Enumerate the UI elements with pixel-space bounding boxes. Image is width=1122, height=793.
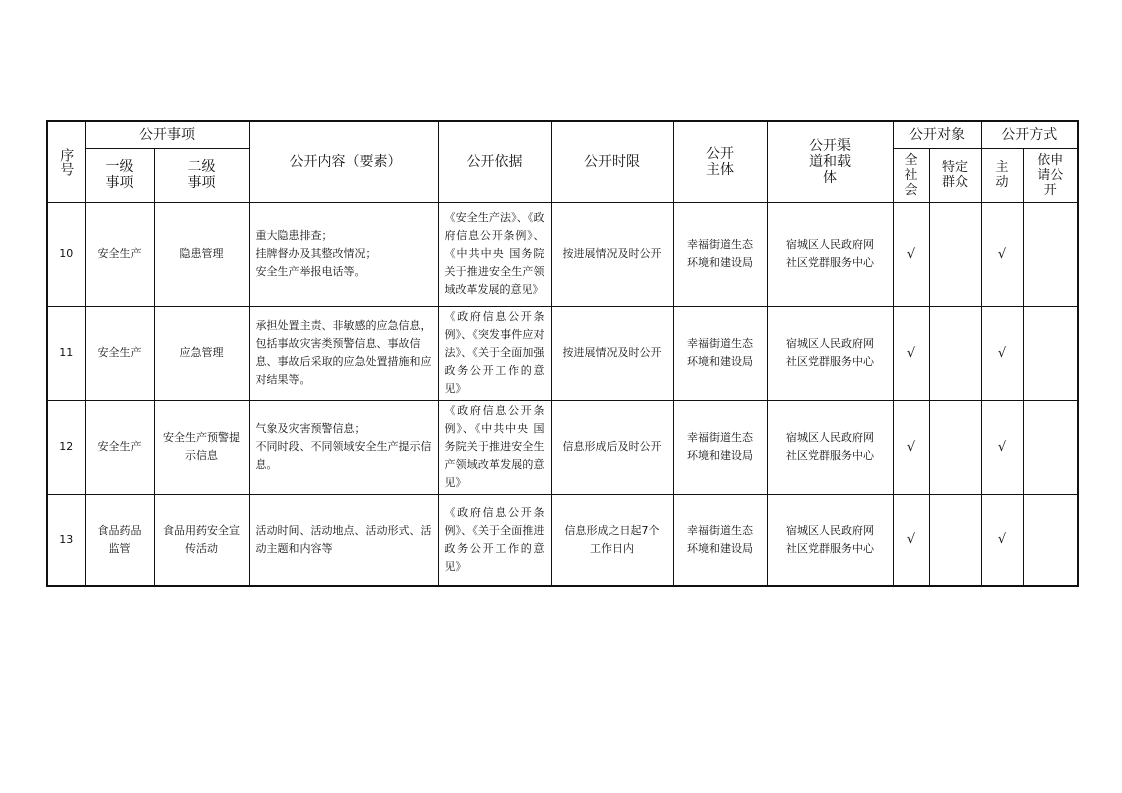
header-content: 公开内容（要素）	[249, 121, 438, 202]
row-target-specific-check	[929, 202, 981, 306]
row-level2: 食品用药安全宣传活动	[154, 494, 249, 586]
row-target-all-check: √	[893, 306, 929, 400]
row-subject: 幸福街道生态环境和建设局	[673, 400, 767, 494]
header-subject: 公开主体	[673, 121, 767, 202]
row-level2: 隐患管理	[154, 202, 249, 306]
row-time: 信息形成后及时公开	[551, 400, 673, 494]
header-level1: 一级事项	[85, 148, 154, 202]
table-row	[47, 400, 1078, 494]
row-seq: 12	[47, 400, 85, 494]
row-subject: 幸福街道生态环境和建设局	[673, 494, 767, 586]
row-channel: 宿城区人民政府网 社区党群服务中心	[767, 202, 893, 306]
row-method-apply-check	[1023, 400, 1078, 494]
header-basis: 公开依据	[438, 121, 551, 202]
table-row	[47, 306, 1078, 400]
row-level1: 食品药品监管	[85, 494, 154, 586]
row-basis: 《政府信息公开条例》、《中共中央 国务院关于推进安全生产领域改革发展的意见》	[438, 400, 551, 494]
row-target-all-check: √	[893, 202, 929, 306]
header-items-group: 公开事项	[85, 121, 249, 148]
row-channel: 宿城区人民政府网 社区党群服务中心	[767, 306, 893, 400]
row-basis: 《政府信息公开条例》、《突发事件应对法》、《关于全面加强政务公开工作的意见》	[438, 306, 551, 400]
disclosure-table	[46, 120, 1079, 587]
row-method-apply-check	[1023, 494, 1078, 586]
row-level2: 应急管理	[154, 306, 249, 400]
row-target-specific-check	[929, 306, 981, 400]
row-target-all-check: √	[893, 494, 929, 586]
header-method-group: 公开方式	[981, 121, 1078, 148]
row-time: 信息形成之日起7个工作日内	[551, 494, 673, 586]
row-method-active-check: √	[981, 202, 1023, 306]
row-method-active-check: √	[981, 494, 1023, 586]
table-row	[47, 202, 1078, 306]
row-time: 按进展情况及时公开	[551, 306, 673, 400]
row-target-specific-check	[929, 494, 981, 586]
row-content: 承担处置主责、非敏感的应急信息，包括事故灾害类预警信息、事故信息、事故后采取的应急处置措施和应对结果等。	[249, 306, 438, 400]
row-channel: 宿城区人民政府网 社区党群服务中心	[767, 494, 893, 586]
row-seq: 10	[47, 202, 85, 306]
header-target-all: 全社会	[893, 148, 929, 202]
row-seq: 11	[47, 306, 85, 400]
header-method-active: 主动	[981, 148, 1023, 202]
row-method-apply-check	[1023, 202, 1078, 306]
header-target-specific: 特定群众	[929, 148, 981, 202]
header-channel: 公开渠道和载体	[767, 121, 893, 202]
row-target-specific-check	[929, 400, 981, 494]
table-row	[47, 494, 1078, 586]
row-method-active-check: √	[981, 306, 1023, 400]
row-level2: 安全生产预警提示信息	[154, 400, 249, 494]
row-level1: 安全生产	[85, 400, 154, 494]
header-time: 公开时限	[551, 121, 673, 202]
row-time: 按进展情况及时公开	[551, 202, 673, 306]
row-channel: 宿城区人民政府网 社区党群服务中心	[767, 400, 893, 494]
row-subject: 幸福街道生态环境和建设局	[673, 202, 767, 306]
row-method-apply-check	[1023, 306, 1078, 400]
header-level2: 二级事项	[154, 148, 249, 202]
row-content: 重大隐患排查； 挂牌督办及其整改情况； 安全生产举报电话等。	[249, 202, 438, 306]
row-basis: 《安全生产法》、《政府信息公开条例》、《中共中央 国务院关于推进安全生产领域改革发展的意见》	[438, 202, 551, 306]
row-target-all-check: √	[893, 400, 929, 494]
header-seq: 序号	[47, 121, 85, 202]
row-level1: 安全生产	[85, 202, 154, 306]
header-method-apply: 依申请公开	[1023, 148, 1078, 202]
header-target-group: 公开对象	[893, 121, 981, 148]
row-basis: 《政府信息公开条例》、《关于全面推进政务公开工作的意见》	[438, 494, 551, 586]
row-content: 活动时间、活动地点、活动形式、活动主题和内容等	[249, 494, 438, 586]
row-level1: 安全生产	[85, 306, 154, 400]
row-content: 气象及灾害预警信息； 不同时段、不同领域安全生产提示信息。	[249, 400, 438, 494]
row-seq: 13	[47, 494, 85, 586]
row-method-active-check: √	[981, 400, 1023, 494]
row-subject: 幸福街道生态环境和建设局	[673, 306, 767, 400]
